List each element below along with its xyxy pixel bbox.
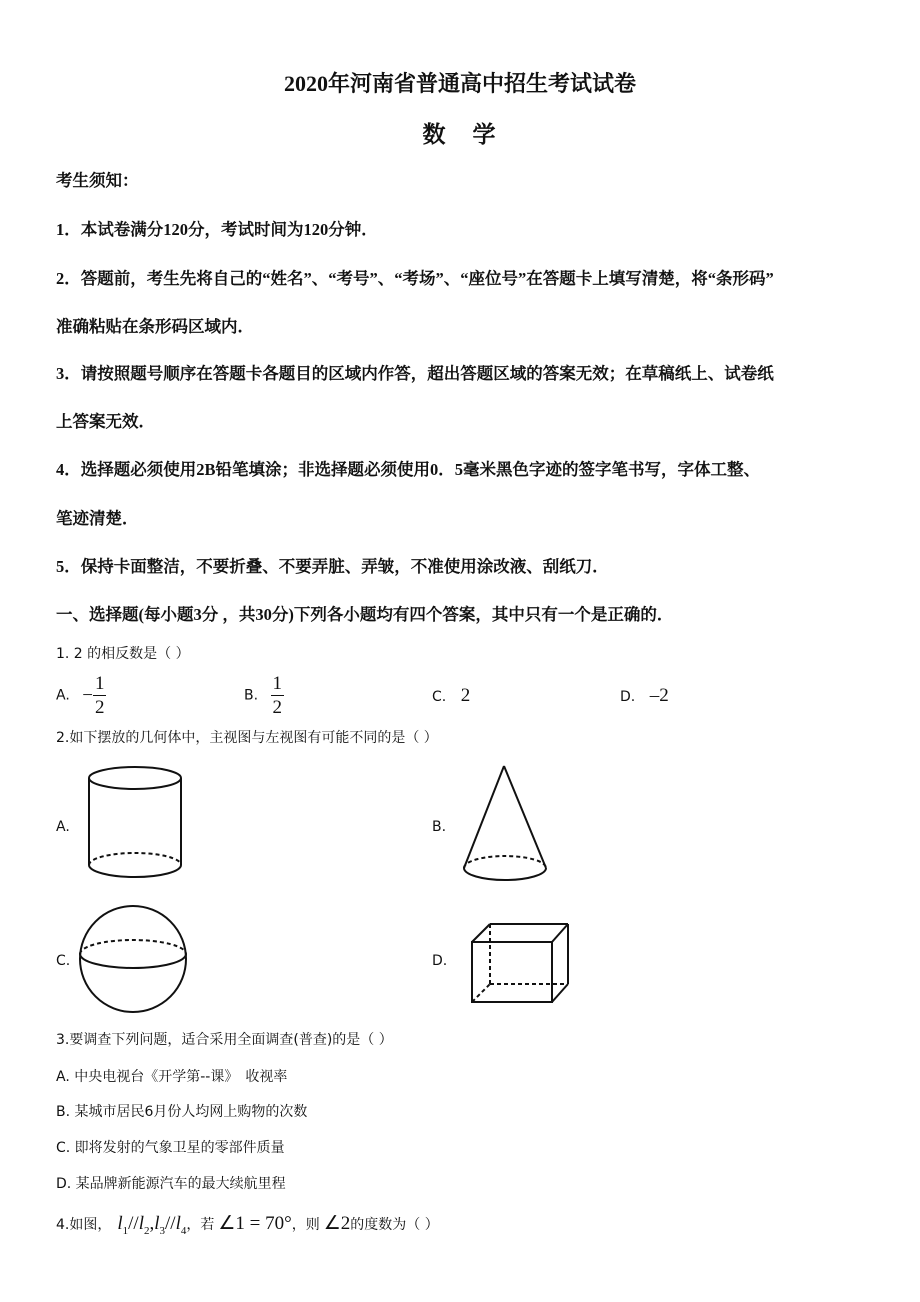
q1-option-c-value: 2 xyxy=(460,685,471,706)
q4-par2: // xyxy=(165,1213,176,1234)
sphere-outline xyxy=(80,906,186,1012)
q4-comma: , xyxy=(149,1213,155,1234)
cuboid-figure xyxy=(468,920,574,1008)
q4-asked-angle: ∠2 xyxy=(323,1213,351,1234)
notice-item-5: 5．保持卡面整洁，不要折叠、不要弄脏、弄皱，不准使用涂改液、刮纸刀． xyxy=(56,557,609,576)
q1-option-b-fraction xyxy=(271,674,285,717)
q1-option-d-value: –2 xyxy=(649,685,669,706)
cylinder-bottom-front xyxy=(89,865,181,877)
q4-s2: 2 xyxy=(143,1224,150,1237)
q1-option-d xyxy=(620,685,669,707)
cone-base-front xyxy=(464,868,546,880)
q1-option-a-sign: − xyxy=(82,684,93,706)
q4-condition: ∠1 = 70° xyxy=(218,1213,292,1234)
question-4-stem xyxy=(56,1212,439,1237)
cylinder-bottom-back xyxy=(89,853,181,865)
notice-item-1: 1．本试卷满分120分，考试时间为120分钟． xyxy=(56,220,378,239)
q3-option-d: D. 某品牌新能源汽车的最大续航里程 xyxy=(56,1176,286,1192)
q4-par1: // xyxy=(128,1213,139,1234)
cuboid-top-left-edge xyxy=(472,924,490,942)
cuboid-hidden-diagonal xyxy=(472,984,490,1002)
cuboid-bottom-right-edge xyxy=(552,984,568,1002)
notice-item-4: 4．选择题必须使用2B铅笔填涂；非选择题必须使用0．5毫米黑色字迹的签字笔书写，字体工整、 xyxy=(56,460,761,479)
question-1-stem: 1. 2 的相反数是（ ） xyxy=(56,646,190,662)
notice-item-3: 3．请按照题号顺序在答题卡各题目的区域内作答，超出答题区域的答案无效；在草稿纸上、试卷纸 xyxy=(56,364,774,383)
q4-tail: ，则 xyxy=(291,1217,320,1233)
q4-prefix: 4.如图， xyxy=(56,1217,112,1233)
q4-s4: 4 xyxy=(180,1224,187,1237)
q4-formula xyxy=(117,1213,187,1237)
section-heading: 一、选择题(每小题3分 ，共30分)下列各小题均有四个答案，其中只有一个是正确的． xyxy=(56,605,674,624)
q1-option-a-denominator: 2 xyxy=(94,697,105,718)
q4-l2: l xyxy=(138,1213,144,1234)
q1-option-a xyxy=(56,674,106,717)
notice-item-2-cont: 准确粘贴在条形码区域内． xyxy=(56,317,254,336)
cylinder-top-ellipse xyxy=(89,767,181,789)
q2-option-a-label: A. xyxy=(56,819,70,835)
q1-option-d-label: D. xyxy=(620,689,636,705)
notice-item-3-cont: 上答案无效． xyxy=(56,412,155,431)
q2-option-c-label: C. xyxy=(56,953,71,969)
q3-option-c: C. 即将发射的气象卫星的零部件质量 xyxy=(56,1140,285,1156)
notice-item-2: 2．答题前，考生先将自己的“姓名”、“考号”、“考场”、“座位号”在答题卡上填写清楚，将“条形码” xyxy=(56,269,774,288)
question-3-stem: 3.要调查下列问题，适合采用全面调查(普查)的是（ ） xyxy=(56,1032,393,1048)
sphere-figure xyxy=(76,902,190,1016)
q1-option-a-numerator: 1 xyxy=(94,673,105,694)
q1-option-c-label: C. xyxy=(432,689,447,705)
cone-left-edge xyxy=(464,766,504,868)
cone-base-back xyxy=(464,856,546,868)
q4-s3: 3 xyxy=(159,1224,166,1237)
q1-option-b-denominator: 2 xyxy=(272,697,283,718)
sphere-equator-back xyxy=(80,940,186,954)
q4-s1: 1 xyxy=(122,1224,129,1237)
q2-option-d-label: D. xyxy=(432,953,448,969)
q1-option-c xyxy=(432,685,470,707)
q4-mid: ，若 xyxy=(186,1217,215,1233)
question-2-stem: 2.如下摆放的几何体中，主视图与左视图有可能不同的是（ ） xyxy=(56,730,438,746)
q3-option-a: A. 中央电视台《开学第--课》 收视率 xyxy=(56,1069,288,1085)
q1-option-b xyxy=(244,674,284,717)
q4-l4: l xyxy=(175,1213,181,1234)
subject-title: 数 学 xyxy=(422,122,498,147)
q3-option-b: B. 某城市居民6月份人均网上购物的次数 xyxy=(56,1104,308,1120)
q4-l1: l xyxy=(117,1213,123,1234)
cone-right-edge xyxy=(504,766,546,868)
cylinder-figure xyxy=(80,762,190,888)
q2-option-b-label: B. xyxy=(432,819,447,835)
notice-heading: 考生须知： xyxy=(56,171,139,190)
cuboid-front-face xyxy=(472,942,552,1002)
cone-figure xyxy=(458,762,554,888)
q1-option-b-numerator: 1 xyxy=(272,673,283,694)
sphere-equator-front xyxy=(80,954,186,968)
notice-item-4-cont: 笔迹清楚． xyxy=(56,509,139,528)
cuboid-top-right-edge xyxy=(552,924,568,942)
q4-end: 的度数为（ ） xyxy=(350,1217,439,1233)
q1-option-a-fraction xyxy=(93,674,107,717)
q1-option-b-label: B. xyxy=(244,687,259,704)
page-title: 2020年河南省普通高中招生考试试卷 xyxy=(283,71,636,96)
q4-l3: l xyxy=(154,1213,160,1234)
q1-option-a-label: A. xyxy=(56,687,70,704)
